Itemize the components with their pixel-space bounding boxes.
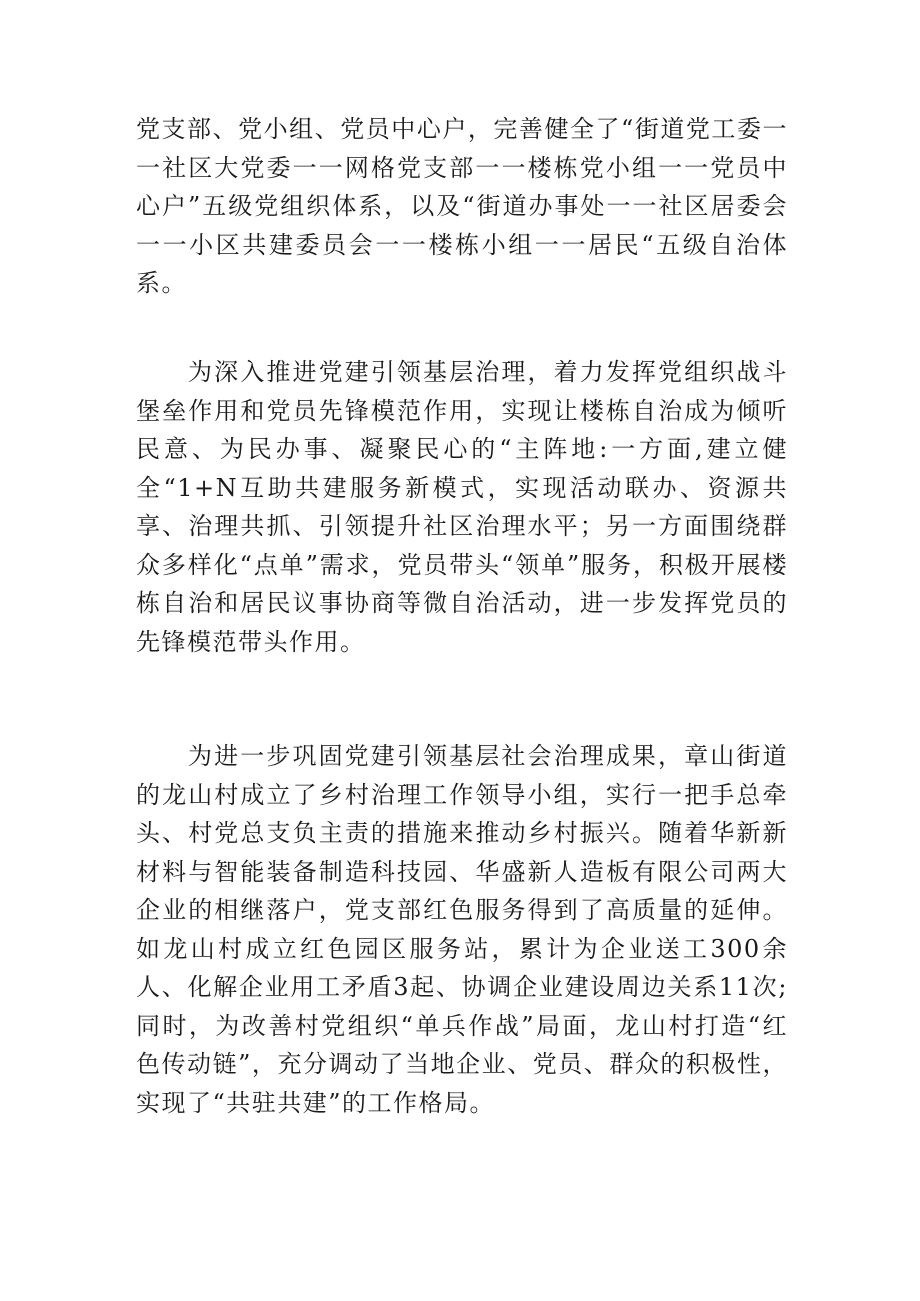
paragraph-building-self-governance: 为深入推进党建引领基层治理，着力发挥党组织战斗堡垒作用和党员先锋模范作用，实现让楼栋自治成为倾听民意、为民办事、凝聚民心的“主阵地:一方面,建立健全“1+N互助共建服务新模式，实现活动联办、资源共享、治理共抓、引领提升社区治理水平；另一方面围绕群众多样化“点单”需求，党员带头“领单”服务，积极开展楼栋自治和居民议事协商等微自治活动，进一步发挥党员的先锋模范带头作用。: [136, 358, 788, 656]
paragraph-longshan-village: 为进一步巩固党建引领基层社会治理成果，章山街道的龙山村成立了乡村治理工作领导小组，实行一把手总牵头、村党总支负主责的措施来推动乡村振兴。随着华新新材料与智能装备制造科技园、华盛新人造板有限公司两大企业的相继落户，党支部红色服务得到了高质量的延伸。如龙山村成立红色园区服务站，累计为企业送工300余人、化解企业用工矛盾3起、协调企业建设周边关系11次;同时，为改善村党组织“单兵作战”局面，龙山村打造“红色传动链”，充分调动了当地企业、党员、群众的积极性，实现了“共驻共建”的工作格局。: [136, 742, 788, 1117]
paragraph-party-organization-system: 党支部、党小组、党员中心户，完善健全了“街道党工委一一社区大党委一一网格党支部一一楼栋党小组一一党员中心户”五级党组织体系，以及“街道办事处一一社区居委会一一小区共建委员会一一楼栋小组一一居民“五级自治体系。: [136, 115, 788, 297]
